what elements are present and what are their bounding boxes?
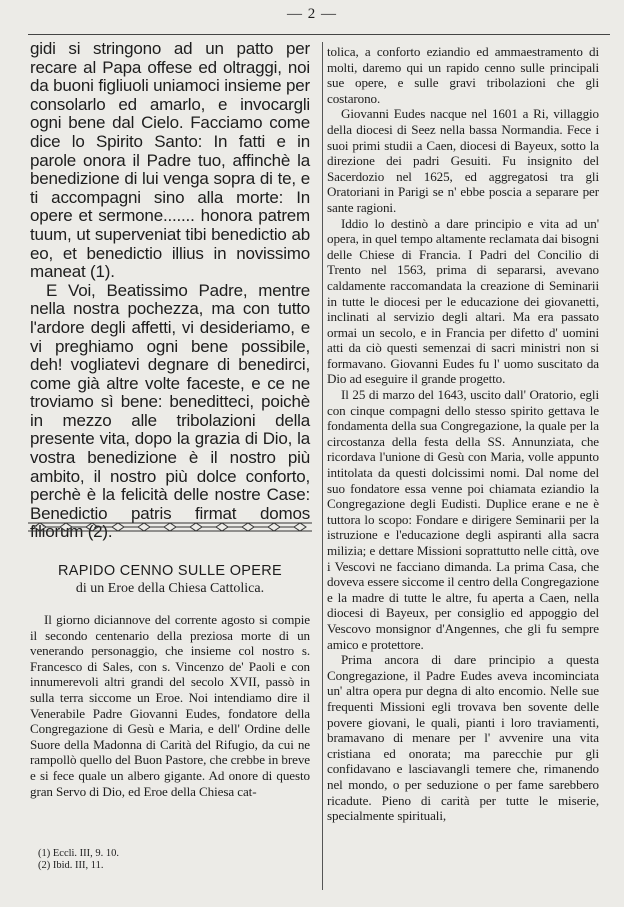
section-subtitle: di un Eroe della Chiesa Cattolica.: [75, 581, 265, 596]
paragraph: E Voi, Beatissimo Padre, mentre nella nostra pochezza, ma con tutto l'ardore degli affetti, vi desideriamo, e vi preghiamo ogni bene possibile, deh! vogliatevi degnare di benedirci, come già altre volte faceste, e ce ne troviamo sì bene: beneditteci, poichè in mezzo alle tribolazioni della presente vita, dopo la grazia di Dio, la vostra benedizione è il nostro più ambito, il nostro più dolce conforto, perchè è la felicità delle nostre Case: Benedictio patris firmat domos filiorum (2).: [30, 280, 310, 542]
paragraph: Iddio lo destinò a dare principio e vita ad un' opera, in quel tempo altamente reclamata dai bisogni delle Chiese di Francia. I Padri del Concilio di Trento nel 1563, prima di separarsi, avevano caldamente raccomandata la creazione di Seminarii in tutte le diocesi per le educazione dei giovanetti, inclinati al servizio degli altari. Ma era passato ormai un secolo, e in Francia per difetto d' uomini atti da ciò questi semenzai di sacri ministri non si formavano. Giovanni Eudes fu l' uomo suscitato da Dio ad eseguire il grande progetto.: [327, 215, 599, 387]
footnotes: [38, 848, 238, 871]
left-column-bottom: [30, 612, 310, 799]
footnote: (2) Ibid. III, 11.: [38, 859, 104, 871]
top-rule: [28, 34, 610, 35]
right-column: [327, 44, 599, 824]
paragraph: gidi si stringono ad un patto per recare al Papa offese ed oltraggi, noi da buoni figliuoli uniamoci insieme per consolarlo ed amarlo, e invocargli ogni bene dal Cielo. Facciamo come dice lo Spirito Santo: In fatti e in parole onora il Padre tuo, affinchè la benedizione di lui venga sopra di te, e ti accompagni sino alla morte: In opere et sermone....... honora patrem tuum, ut superveniat tibi benedictio ab eo, et benedictio illius in novissimo maneat (1).: [30, 39, 310, 282]
ornamental-divider: [28, 520, 312, 534]
section-heading: [30, 563, 310, 597]
column-divider: [322, 42, 323, 890]
paragraph: Giovanni Eudes nacque nel 1601 a Ri, villaggio della diocesi di Seez nella bassa Normandia. Fece i suoi primi studii a Caen, diocesi di Bayeux, sotto la direzione dei padri Gesuiti. Fu insignito del Sacerdozio nel 1625, ed aggregatosi tra gli Oratoriani in Parigi se n' ebbe poscia a separare per sante ragioni.: [327, 106, 599, 215]
paragraph: Il 25 di marzo del 1643, uscito dall' Oratorio, egli con cinque compagni dello stesso spirito gettava le fondamenta della sua Congregazione, la quale per la circostanza della festa della SS. Annunziata, che ricordava l'unione di Gesù con Maria, volle appunto intitolata da questi dolcissimi nomi. Dal nome del suo fondatore essa venne poi chiamata eziandio la Congregazione degli Eudisti. Duplice erane e ne è tuttora lo scopo: Fondare e dirigere Seminarii per la istruzione e l'educazione degli aspiranti alla sacra milizia; e dettare Missioni soprattutto nelle città, ove i Vescovi ne facciano dimanda. La prima Casa, che doveva essere siccome il centro della Congregazione e la madre di tutte le altre, fu aperta a Caen, nella diocesi di Bayeux, per consiglio ed appoggio del Vescovo monsignor d'Angennes, che gli fu sempre amico e protettore.: [327, 387, 599, 652]
page-number: — 2 —: [287, 6, 337, 22]
left-top-text: [30, 40, 310, 542]
footnote: (1) Eccli. III, 9. 10.: [38, 848, 120, 859]
left-column-top: [30, 40, 310, 542]
paragraph: tolica, a conforto eziandio ed ammaestramento di molti, daremo qui un rapido cenno sulle principali sue opere, e sulle gravi tribolazioni che gli costarono.: [327, 44, 599, 106]
section-title: RAPIDO CENNO SULLE OPERE: [58, 563, 282, 579]
paragraph: Il giorno diciannove del corrente agosto si compie il secondo centenario della preziosa morte di un venerando personaggio, che insieme col nostro s. Francesco di Sales, con s. Vincenzo de' Paoli e con innumerevoli altri grandi del secolo XVII, passò in sulla terra siccome un Eroe. Noi intendiamo dire il Venerabile Padre Giovanni Eudes, fondatore della Congregazione di Gesù e Maria, e dell' Ordine delle Suore della Madonna di Carità del Rifugio, da cui ne rampollò quello del Buon Pastore, che crebbe in breve e si fece quale un albero gigante. Ad onore di questo gran Servo di Dio, ed Eroe della Chiesa cat-: [30, 612, 310, 799]
paragraph: Prima ancora di dare principio a questa Congregazione, il Padre Eudes aveva incominciata un' altra opera pur degna di alto encomio. Nelle sue frequenti Missioni egli trovava ben sovente delle povere giovani, le quali, pianti i loro traviamenti, bramavano di menare per l' avvenire una vita cristiana ed onorata; ma parecchie pur gli confidavano e lasciavangli temere che, rimanendo nel mondo, o per seduzione o per fame sarebbero ricadute. Pieno di carità per tutte le miserie, specialmente spirituali,: [327, 652, 599, 824]
